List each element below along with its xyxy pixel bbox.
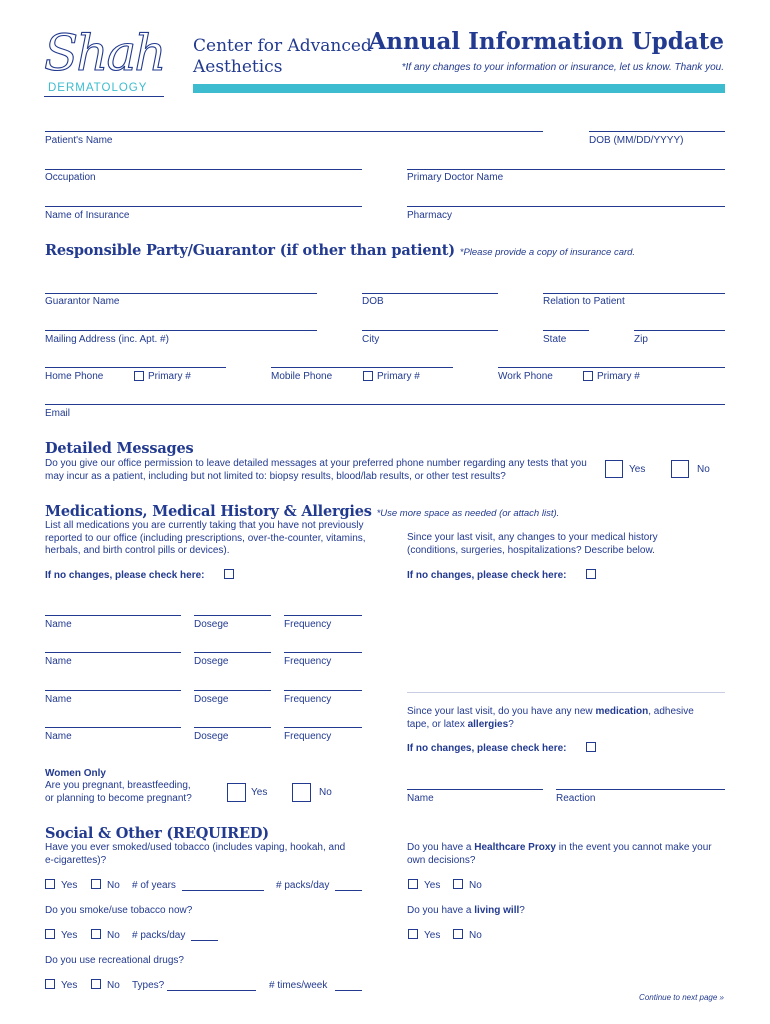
allergy-prompt-mid: , adhesive tape, or latex	[407, 706, 694, 730]
mobile-primary-checkbox[interactable]	[363, 371, 373, 381]
allergy-prompt-medication: medication	[595, 706, 649, 717]
med-name-label: Name	[45, 694, 72, 705]
med-frequency-line[interactable]	[284, 727, 362, 728]
medications-heading	[45, 503, 559, 520]
patient-name-label: Patient's Name	[45, 135, 113, 146]
page-title: Annual Information Update	[368, 28, 724, 55]
relation-label: Relation to Patient	[543, 296, 625, 307]
allergy-prompt-pre: Since your last visit, do you have any new	[407, 706, 596, 717]
allergy-reaction-label: Reaction	[556, 793, 596, 804]
proxy-question	[407, 842, 717, 867]
pregnancy-no-label: No	[319, 787, 332, 798]
header-accent-bar	[193, 84, 725, 93]
messages-yes-label: Yes	[629, 464, 646, 475]
living-will-yes-checkbox[interactable]	[408, 929, 418, 939]
tobacco-yes-checkbox[interactable]	[45, 879, 55, 889]
zip-label: Zip	[634, 334, 648, 345]
proxy-no-label: No	[469, 880, 482, 891]
drugs-question: Do you use recreational drugs?	[45, 955, 184, 966]
times-week-label: # times/week	[269, 980, 328, 991]
proxy-question-pre: Do you have a	[407, 842, 475, 853]
med-dose-label: Dosege	[194, 619, 229, 630]
drugs-no-checkbox[interactable]	[91, 979, 101, 989]
guarantor-heading	[45, 242, 635, 259]
messages-question: Do you give our office permission to leave detailed messages at your preferred phone number regarding any tests that you may incur as a patient, including but not limited to: biopsy results, blood/lab results, or other test results?	[45, 458, 587, 482]
work-phone-label: Work Phone	[498, 371, 553, 382]
address-label: Mailing Address (inc. Apt. #)	[45, 334, 169, 345]
allergy-no-changes-label: If no changes, please check here:	[407, 743, 567, 754]
tobacco-no-label: No	[107, 880, 120, 891]
work-primary-checkbox[interactable]	[583, 371, 593, 381]
years-label: # of years	[132, 880, 176, 891]
primary-doctor-line[interactable]	[407, 169, 725, 170]
occupation-label: Occupation	[45, 172, 96, 183]
allergy-prompt-allergies: allergies	[467, 718, 509, 730]
med-dose-label: Dosege	[194, 656, 229, 667]
proxy-yes-label: Yes	[424, 880, 441, 891]
guarantor-note: *Please provide a copy of insurance card.	[459, 247, 636, 258]
med-frequency-label: Frequency	[284, 694, 332, 705]
tobacco-question: Have you ever smoked/used tobacco (includes vaping, hookah, and e-cigarettes)?	[45, 842, 346, 866]
proxy-question-post: in the event you cannot make your own decisions?	[407, 842, 712, 866]
home-primary-checkbox[interactable]	[134, 371, 144, 381]
med-name-label: Name	[45, 619, 72, 630]
home-primary-label: Primary #	[148, 371, 191, 382]
state-line[interactable]	[543, 330, 589, 331]
guarantor-dob-line[interactable]	[362, 293, 498, 294]
insurance-label: Name of Insurance	[45, 210, 130, 221]
drug-types-label: Types?	[132, 980, 165, 991]
allergy-name-line[interactable]	[407, 789, 543, 790]
pregnancy-question-line1: Are you pregnant, breastfeeding,	[45, 780, 191, 791]
pharmacy-label: Pharmacy	[407, 210, 453, 221]
pharmacy-line[interactable]	[407, 206, 725, 207]
med-name-line[interactable]	[45, 652, 181, 653]
living-will-question	[407, 905, 525, 916]
med-dose-label: Dosege	[194, 731, 229, 742]
mobile-phone-label: Mobile Phone	[271, 371, 333, 382]
pregnancy-question-line2: or planning to become pregnant?	[45, 792, 192, 804]
history-no-changes-label: If no changes, please check here:	[407, 570, 567, 581]
med-frequency-label: Frequency	[284, 656, 332, 667]
med-name-line[interactable]	[45, 727, 181, 728]
years-line[interactable]	[182, 890, 264, 891]
history-prompt: Since your last visit, any changes to your medical history (conditions, surgeries, hospitalizations? Describe below.	[407, 532, 658, 556]
center-name	[193, 36, 372, 78]
times-week-line[interactable]	[335, 990, 362, 991]
address-line[interactable]	[45, 330, 317, 331]
patient-name-line[interactable]	[45, 131, 543, 132]
city-line[interactable]	[362, 330, 498, 331]
med-name-label: Name	[45, 656, 72, 667]
messages-no-checkbox[interactable]	[671, 460, 689, 478]
allergy-reaction-line[interactable]	[556, 789, 725, 790]
proxy-no-checkbox[interactable]	[453, 879, 463, 889]
drug-types-line[interactable]	[167, 990, 256, 991]
packs-now-label: # packs/day	[132, 930, 186, 941]
medications-note: *Use more space as needed (or attach list).	[376, 508, 560, 519]
allergy-prompt	[407, 706, 717, 731]
med-dose-line[interactable]	[194, 690, 271, 691]
allergy-prompt-end: ?	[508, 718, 514, 730]
smoke-now-no-checkbox[interactable]	[91, 929, 101, 939]
pregnancy-question	[45, 780, 225, 805]
drugs-no-label: No	[107, 980, 120, 991]
insurance-line[interactable]	[45, 206, 362, 207]
logo-underline	[44, 96, 164, 97]
smoke-now-question: Do you smoke/use tobacco now?	[45, 905, 193, 916]
zip-line[interactable]	[634, 330, 725, 331]
living-will-bold: living will	[474, 905, 520, 916]
med-name-line[interactable]	[45, 615, 181, 616]
dob-line[interactable]	[589, 131, 725, 132]
proxy-yes-checkbox[interactable]	[408, 879, 418, 889]
mobile-phone-line[interactable]	[271, 367, 453, 368]
med-frequency-line[interactable]	[284, 690, 362, 691]
smoke-now-yes-checkbox[interactable]	[45, 929, 55, 939]
guarantor-name-label: Guarantor Name	[45, 296, 120, 307]
packs-line[interactable]	[335, 890, 362, 891]
medications-instructions: List all medications you are currently taking that you have not previously reported to our office (including prescriptions, over-the-counter, vitamins, herbals, and birth control pills or devices).	[45, 520, 366, 556]
logo-subtitle: DERMATOLOGY	[48, 82, 148, 94]
social-heading: Social & Other (REQUIRED)	[45, 825, 269, 842]
living-will-post: ?	[519, 905, 525, 916]
guarantor-heading-text: Responsible Party/Guarantor (if other than patient)	[45, 242, 455, 259]
med-frequency-label: Frequency	[284, 619, 332, 630]
pregnancy-yes-label: Yes	[251, 787, 268, 798]
home-phone-label: Home Phone	[45, 371, 104, 382]
history-no-changes-checkbox[interactable]	[586, 569, 596, 579]
med-dose-label: Dosege	[194, 694, 229, 705]
home-phone-line[interactable]	[45, 367, 226, 368]
allergy-name-label: Name	[407, 793, 434, 804]
tobacco-no-checkbox[interactable]	[91, 879, 101, 889]
living-will-no-checkbox[interactable]	[453, 929, 463, 939]
messages-heading: Detailed Messages	[45, 440, 194, 457]
guarantor-dob-label: DOB	[362, 296, 384, 307]
history-divider	[407, 692, 725, 693]
packs-now-line[interactable]	[191, 940, 218, 941]
dob-label: DOB (MM/DD/YYYY)	[589, 135, 684, 146]
proxy-question-bold: Healthcare Proxy	[474, 842, 556, 853]
drugs-yes-checkbox[interactable]	[45, 979, 55, 989]
page-subtitle: *If any changes to your information or insurance, let us know. Thank you.	[401, 62, 724, 73]
work-primary-label: Primary #	[597, 371, 640, 382]
mobile-primary-label: Primary #	[377, 371, 420, 382]
med-dose-line[interactable]	[194, 652, 271, 653]
guarantor-name-line[interactable]	[45, 293, 317, 294]
pregnancy-no-checkbox[interactable]	[292, 783, 311, 802]
state-label: State	[543, 334, 567, 345]
city-label: City	[362, 334, 380, 345]
email-line[interactable]	[45, 404, 725, 405]
tobacco-yes-label: Yes	[61, 880, 78, 891]
drugs-yes-label: Yes	[61, 980, 78, 991]
medications-heading-text: Medications, Medical History & Allergies	[45, 503, 372, 520]
med-name-label: Name	[45, 731, 72, 742]
allergy-no-changes-checkbox[interactable]	[586, 742, 596, 752]
occupation-line[interactable]	[45, 169, 362, 170]
continue-note: Continue to next page »	[639, 993, 724, 1002]
living-will-no-label: No	[469, 930, 482, 941]
packs-label: # packs/day	[276, 880, 330, 891]
center-name-line2: Aesthetics	[193, 57, 283, 77]
work-phone-line[interactable]	[498, 367, 725, 368]
email-label: Email	[45, 408, 71, 419]
primary-doctor-label: Primary Doctor Name	[407, 172, 504, 183]
med-no-changes-checkbox[interactable]	[224, 569, 234, 579]
logo-script: Shah	[44, 24, 165, 82]
med-frequency-line[interactable]	[284, 615, 362, 616]
med-name-line[interactable]	[45, 690, 181, 691]
center-name-line1: Center for Advanced	[193, 36, 372, 56]
women-only-label: Women Only	[45, 768, 106, 779]
living-will-yes-label: Yes	[424, 930, 441, 941]
messages-no-label: No	[697, 464, 710, 475]
pregnancy-yes-checkbox[interactable]	[227, 783, 246, 802]
med-frequency-line[interactable]	[284, 652, 362, 653]
logo	[40, 22, 190, 102]
med-frequency-label: Frequency	[284, 731, 332, 742]
med-no-changes-label: If no changes, please check here:	[45, 570, 205, 581]
med-dose-line[interactable]	[194, 615, 271, 616]
relation-line[interactable]	[543, 293, 725, 294]
smoke-now-no-label: No	[107, 930, 120, 941]
messages-yes-checkbox[interactable]	[605, 460, 623, 478]
med-dose-line[interactable]	[194, 727, 271, 728]
living-will-pre: Do you have a	[407, 905, 475, 916]
smoke-now-yes-label: Yes	[61, 930, 78, 941]
